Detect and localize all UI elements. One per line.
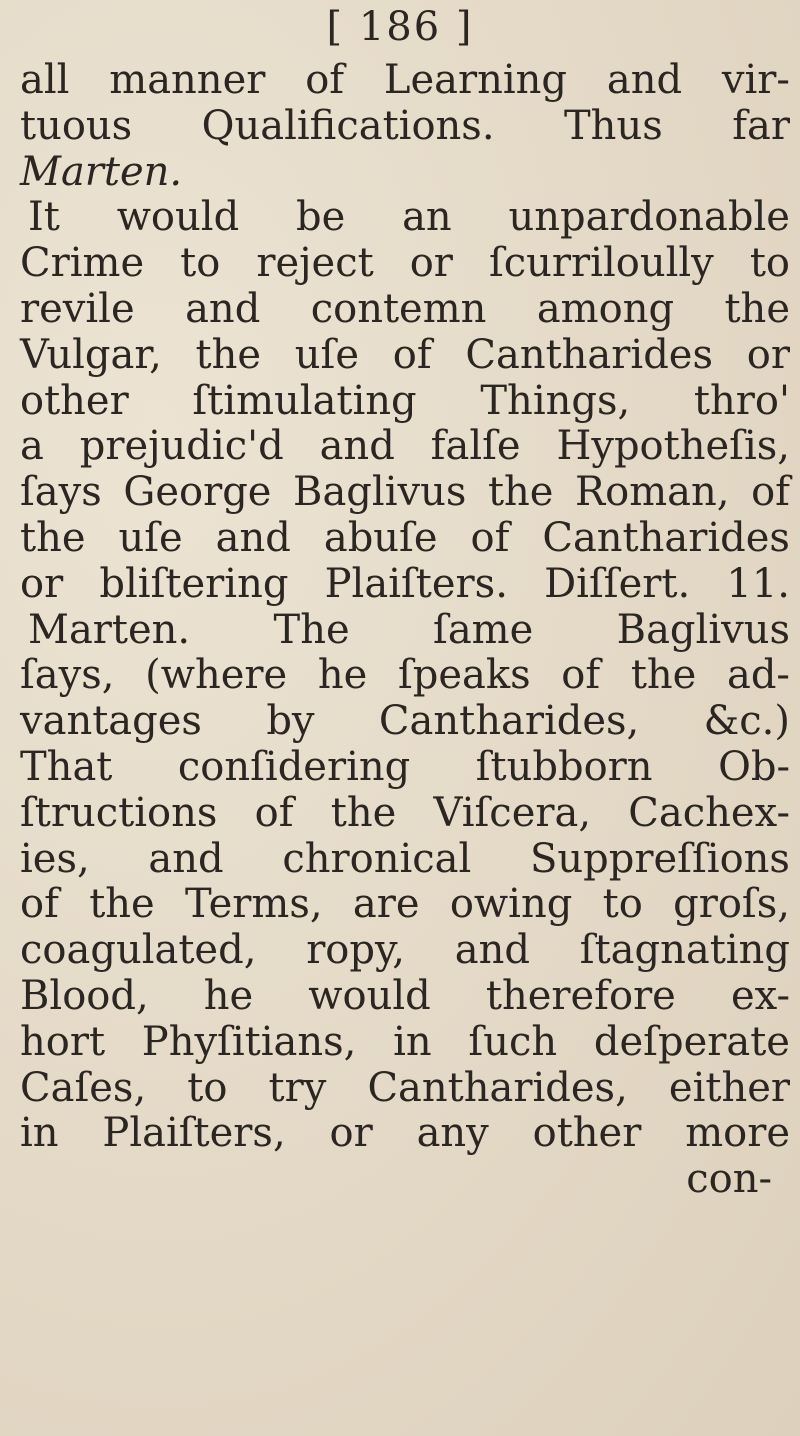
text-line-19: of the Terms, are owing to groſs, xyxy=(20,881,790,928)
text-line-3: Marten. xyxy=(20,148,183,195)
text-line-18: ies, and chronical Suppreſſions xyxy=(20,835,790,882)
text-line-1: all manner of Learning and vir- xyxy=(20,57,790,103)
text-line-22: hort Phyſitians, in ſuch deſperate xyxy=(20,1018,790,1065)
text-line-11: the uſe and abuſe of Cantharides xyxy=(20,514,790,561)
text-line-15: vantages by Cantharides, &c.) xyxy=(20,698,790,745)
text-line-21: Blood, he would therefore ex- xyxy=(20,972,790,1019)
text-line-17: ſtructions of the Viſcera, Cachex- xyxy=(20,789,790,836)
text-line-16: That conſidering ſtubborn Ob- xyxy=(20,743,790,790)
text-line-20: coagulated, ropy, and ſtagnating xyxy=(20,927,790,974)
text-line-7: Vulgar, the uſe of Cantharides or xyxy=(20,331,790,378)
text-line-14: ſays, (where he ſpeaks of the ad- xyxy=(20,652,790,699)
page-number: [ 186 ] xyxy=(326,4,474,50)
text-line-13: Marten. The ſame Baglivus xyxy=(28,606,790,653)
text-line-12: or bliſtering Plaiſters. Diſſert. 11. xyxy=(20,560,790,607)
text-line-5: Crime to reject or ſcurriloully to xyxy=(20,240,790,287)
text-line-24: in Plaiſters, or any other more xyxy=(20,1110,790,1157)
text-line-6: revile and contemn among the xyxy=(20,285,790,332)
text-line-2: tuous Qualifications. Thus far xyxy=(20,102,790,149)
body-text xyxy=(20,58,790,1203)
text-line-4: It would be an unpardonable xyxy=(28,194,790,241)
text-line-8: other ſtimulating Things, thro' xyxy=(20,377,790,424)
text-line-9: a prejudic'd and falſe Hypotheſis, xyxy=(20,423,790,470)
text-line-23: Caſes, to try Cantharides, either xyxy=(20,1064,790,1111)
text-line-10: ſays George Baglivus the Roman, of xyxy=(20,469,790,516)
text-line-25: con- xyxy=(686,1156,772,1203)
